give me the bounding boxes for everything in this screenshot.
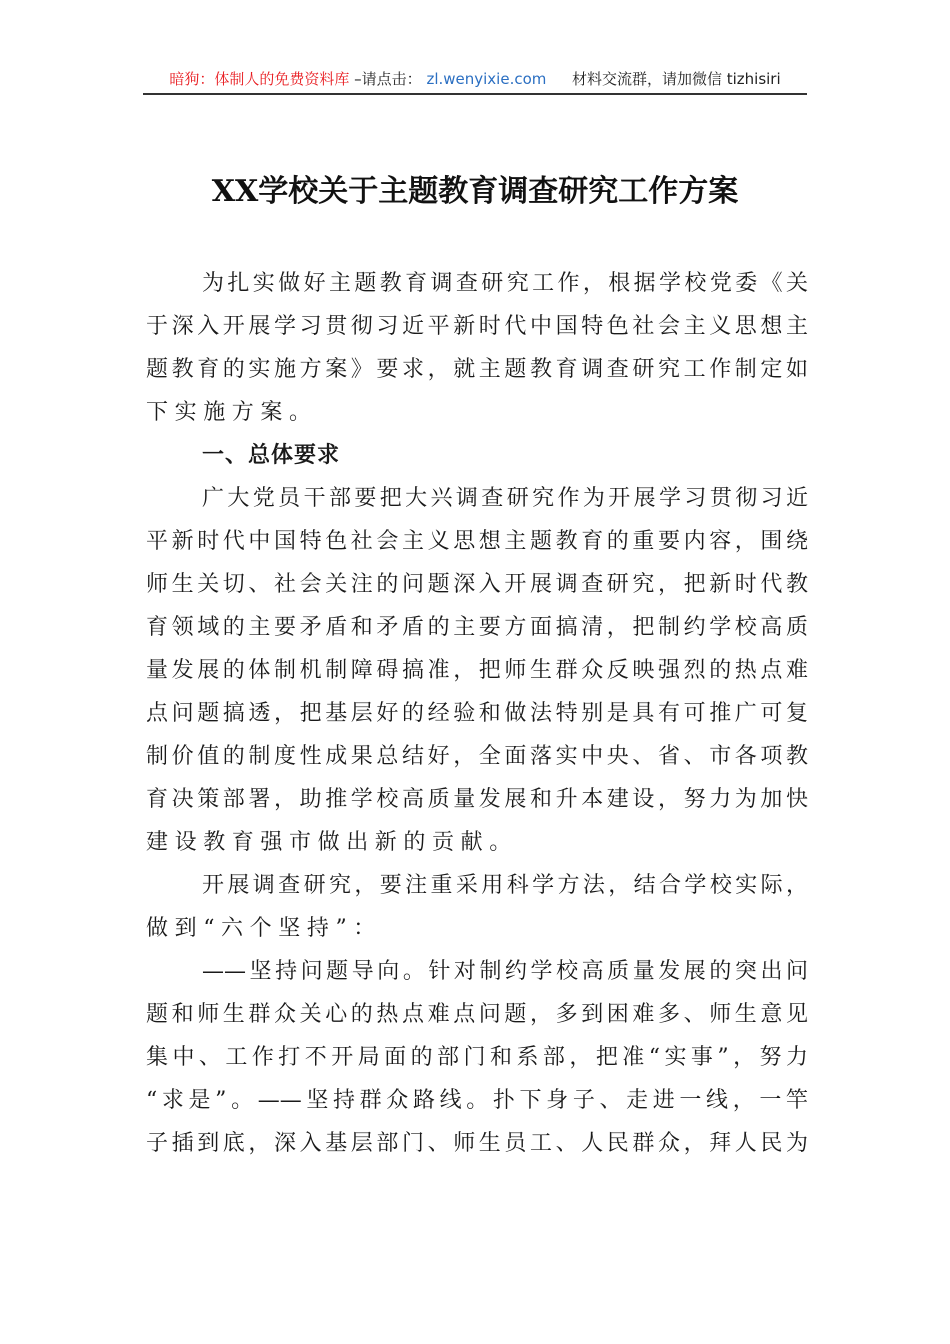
paragraph-principles-line: 集中、工作打不开局面的部门和系部，把准“实事”，努力 bbox=[146, 1045, 808, 1070]
paragraph-requirements-line: 师生关切、社会关注的问题深入开展调查研究，把新时代教 bbox=[146, 572, 808, 597]
paragraph-methods-line: 做到“六个坚持”： bbox=[146, 916, 382, 941]
header-link[interactable]: zl.wenyixie.com bbox=[426, 70, 547, 88]
paragraph-requirements-line: 建设教育强市做出新的贡献。 bbox=[146, 830, 518, 855]
header-brand: 暗狗：体制人的免费资料库 bbox=[169, 70, 350, 88]
paragraph-principles-line: ——坚持问题导向。针对制约学校高质量发展的突出问 bbox=[202, 959, 808, 984]
paragraph-principles-line: “求是”。——坚持群众路线。扑下身子、走进一线，一竿 bbox=[146, 1088, 808, 1113]
paragraph-principles-line: 题和师生群众关心的热点难点问题，多到困难多、师生意见 bbox=[146, 1002, 808, 1027]
paragraph-requirements-line: 制价值的制度性成果总结好，全面落实中央、省、市各项教 bbox=[146, 744, 808, 769]
document-body bbox=[146, 262, 808, 1165]
watermark-header bbox=[143, 66, 807, 95]
paragraph-requirements-line: 平新时代中国特色社会主义思想主题教育的重要内容，围绕 bbox=[146, 529, 808, 554]
paragraph-requirements-line: 广大党员干部要把大兴调查研究作为开展学习贯彻习近 bbox=[202, 486, 808, 511]
paragraph-intro-line: 于深入开展学习贯彻习近平新时代中国特色社会主义思想主 bbox=[146, 314, 808, 339]
paragraph-requirements-line: 点问题搞透，把基层好的经验和做法特别是具有可推广可复 bbox=[146, 701, 808, 726]
paragraph-intro-line: 题教育的实施方案》要求，就主题教育调查研究工作制定如 bbox=[146, 357, 808, 382]
paragraph-intro-line: 下实施方案。 bbox=[146, 400, 318, 425]
section-heading: 一、总体要求 bbox=[202, 443, 341, 468]
paragraph-requirements-line: 育领域的主要矛盾和矛盾的主要方面搞清，把制约学校高质 bbox=[146, 615, 808, 640]
document-title: XX学校关于主题教育调查研究工作方案 bbox=[211, 174, 739, 209]
paragraph-intro-line: 为扎实做好主题教育调查研究工作，根据学校党委《关 bbox=[202, 271, 808, 296]
header-prompt: –请点击： bbox=[354, 70, 422, 88]
paragraph-requirements-line: 量发展的体制机制障碍搞准，把师生群众反映强烈的热点难 bbox=[146, 658, 808, 683]
header-contact: 材料交流群，请加微信 tizhisiri bbox=[571, 70, 781, 88]
paragraph-methods-line: 开展调查研究，要注重采用科学方法，结合学校实际， bbox=[202, 873, 808, 898]
paragraph-requirements-line: 育决策部署，助推学校高质量发展和升本建设，努力为加快 bbox=[146, 787, 808, 812]
paragraph-principles-line: 子插到底，深入基层部门、师生员工、人民群众，拜人民为 bbox=[146, 1131, 808, 1156]
